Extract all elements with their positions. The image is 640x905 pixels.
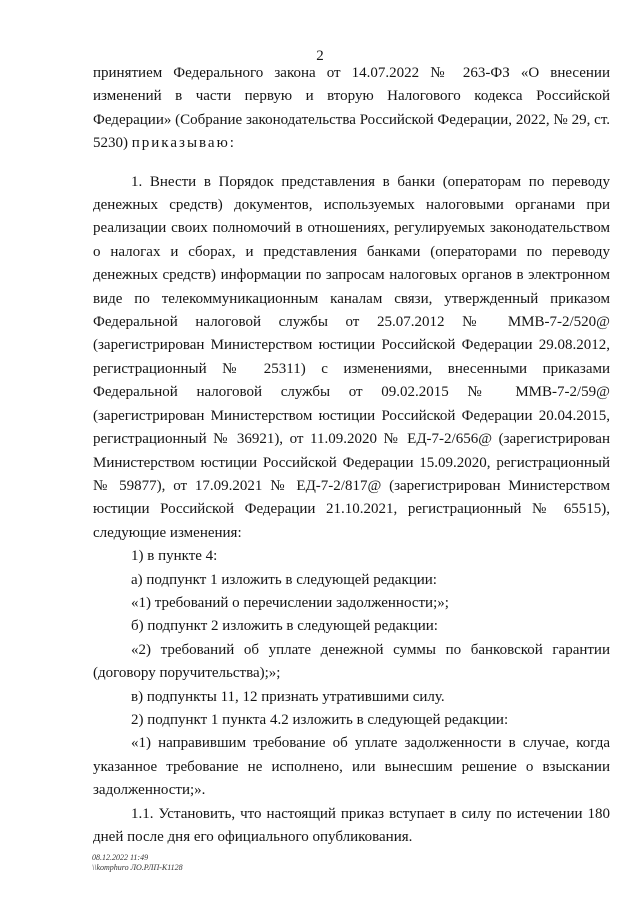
paragraph-a-quote: «1) требований о перечислении задолженности;»;: [131, 594, 449, 611]
paragraph-1-1: 1) в пункте 4:: [131, 548, 218, 565]
intro-paragraph: [93, 62, 610, 156]
paragraph-a: а) подпункт 1 изложить в следующей редакции:: [131, 571, 437, 588]
stamp-path: \\komphuro ЛО.РЛП-К1128: [92, 863, 183, 872]
order-word: приказываю:: [131, 135, 236, 152]
document-body: [93, 62, 610, 849]
paragraph-1-1-effective: 1.1. Установить, что настоящий приказ вступает в силу по истечении 180 дней после дня его официального опубликования.: [93, 805, 610, 845]
paragraph-1: 1. Внести в Порядок представления в банки (операторам по переводу денежных средств) документов, используемых налоговыми органами при реализации своих полномочий в отношениях, регулируемых законодательством о налогах и сборах, и представления банками (операторами по переводу денежных средств) информации по запросам налоговых органов в электронном виде по телекоммуникационным каналам связи, утвержденный приказом Федеральной налоговой службы от 25.07.2012 № ММВ-7-2/520@ (зарегистрирован Министерством юстиции Российской Федерации 29.08.2012, регистрационный № 25311) с изменениями, внесенными приказами Федеральной налоговой службы от 09.02.2015 № ММВ-7-2/59@ (зарегистрирован Министерством юстиции Российской Федерации 20.04.2015, регистрационный № 36921), от 11.09.2020 № ЕД-7-2/656@ (зарегистрирован Министерством юстиции Российской Федерации 15.09.2020, регистрационный № 59877), от 17.09.2021 № ЕД-7-2/817@ (зарегистрирован Министерством юстиции Российской Федерации 21.10.2021, регистрационный № 65515), следующие изменения:: [93, 173, 610, 541]
paragraph-2: 2) подпункт 1 пункта 4.2 изложить в следующей редакции:: [131, 711, 509, 728]
paragraph-b-quote: «2) требований об уплате денежной суммы по банковской гарантии (договору поручительства);»;: [93, 641, 610, 682]
print-stamp: [92, 853, 183, 873]
stamp-date: 08.12.2022 11:49: [92, 853, 149, 862]
paragraph-b: б) подпункт 2 изложить в следующей редакции:: [131, 618, 438, 635]
paragraph-v: в) подпункты 11, 12 признать утратившими силу.: [131, 688, 445, 705]
paragraph-2-quote: «1) направившим требование об уплате задолженности в случае, когда указанное требование не исполнено, или вынесшим решение о взыскании задолженности;».: [93, 735, 610, 799]
intro-text: принятием Федерального закона от 14.07.2022 № 263-ФЗ «О внесении изменений в части первую и вторую Налогового кодекса Российской Федерации» (Собрание законодательства Российской Федерации, 2022, № 29, ст. 5230): [93, 65, 610, 152]
page-number: 2: [316, 48, 324, 64]
